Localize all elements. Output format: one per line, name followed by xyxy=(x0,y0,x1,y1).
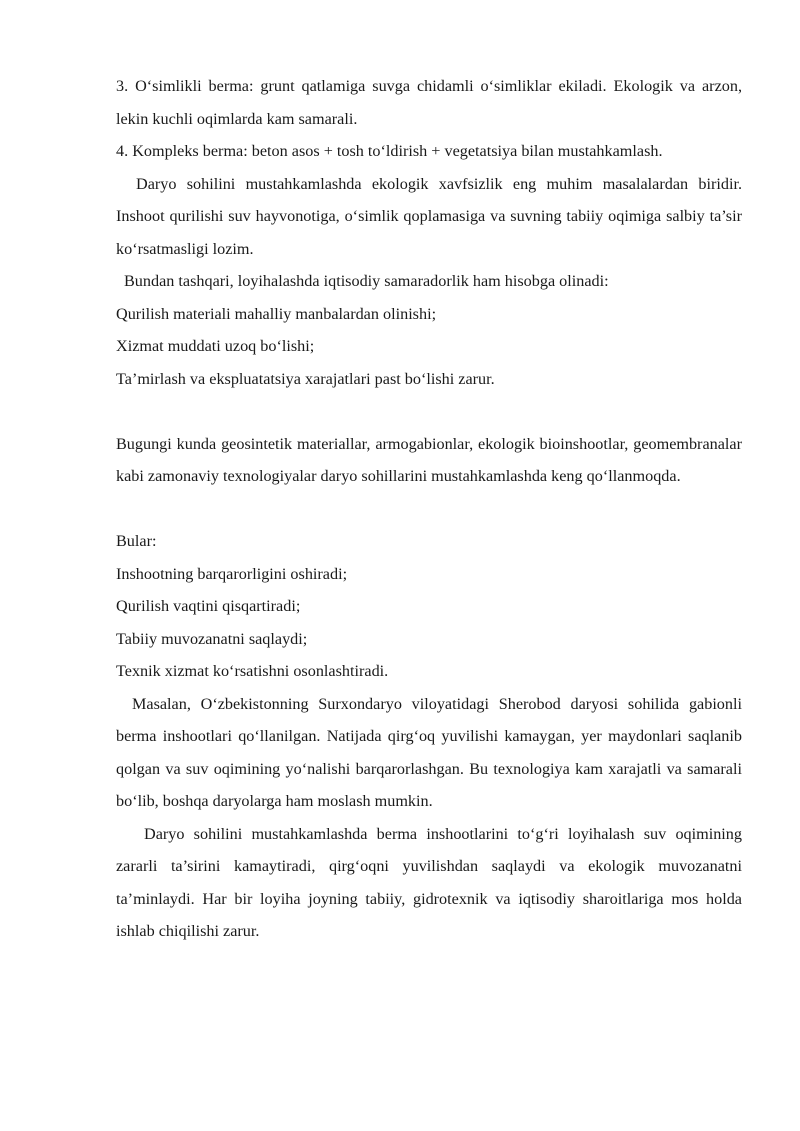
paragraph-complex-berm: 4. Kompleks berma: beton asos + tosh to‘ldirish + vegetatsiya bilan mustahkamlash. xyxy=(116,142,663,160)
blank-line xyxy=(116,395,742,428)
paragraph-sherobod-example: Masalan, O‘zbekistonning Surxondaryo viloyatidagi Sherobod daryosi sohilida gabionli berma inshootlari qo‘llanilgan. Natijada qirg‘oq yuvilishi kamaygan, yer maydonlari saqlanib qolgan va suv oqimining yo‘nalishi barqarorlashgan. Bu texnologiya kam xarajatli va samarali bo‘lib, boshqa daryolarga ham moslash mumkin. xyxy=(116,694,742,810)
list-heading-benefits: Bular: xyxy=(116,532,157,550)
paragraph-vegetated-berm: 3. O‘simlikli berma: grunt qatlamiga suvga chidamli o‘simliklar ekiladi. Ekologik va arzon, lekin kuchli oqimlarda kam samarali. xyxy=(116,77,742,128)
list-item-construction-time: Qurilish vaqtini qisqartiradi; xyxy=(116,597,301,615)
list-item-maintenance: Texnik xizmat ko‘rsatishni osonlashtiradi. xyxy=(116,662,389,680)
paragraph-economic-efficiency: Bundan tashqari, loyihalashda iqtisodiy samaradorlik ham hisobga olinadi: xyxy=(124,272,609,290)
paragraph-ecological-safety: Daryo sohilini mustahkamlashda ekologik xavfsizlik eng muhim masalalardan biridir. Inshoot qurilishi suv hayvonotiga, o‘simlik qoplamasiga va suvning tabiiy oqimiga salbiy ta’sir ko‘rsatmasligi lozim. xyxy=(116,174,742,258)
list-item-natural-balance: Tabiiy muvozanatni saqlaydi; xyxy=(116,629,308,648)
list-item-stability: Inshootning barqarorligini oshiradi; xyxy=(116,564,348,583)
paragraph-conclusion: Daryo sohilini mustahkamlashda berma inshootlarini to‘g‘ri loyihalash suv oqimining zararli ta’sirini kamaytiradi, qirg‘oqni yuvilishdan saqlaydi va ekologik muvozanatni ta’minlaydi. Har bir loyiha joyning tabiiy, gidrotexnik va iqtisodiy sharoitlariga mos holda ishlab chiqilishi zarur. xyxy=(116,824,742,940)
document-page xyxy=(116,70,742,948)
list-item-long-service: Xizmat muddati uzoq bo‘lishi; xyxy=(116,337,315,355)
paragraph-modern-technologies: Bugungi kunda geosintetik materiallar, armogabionlar, ekologik bioinshootlar, geomembranalar kabi zamonaviy texnologiyalar daryo sohillarini mustahkamlashda keng qo‘llanmoqda. xyxy=(116,434,742,485)
blank-line xyxy=(116,493,742,526)
list-item-local-materials: Qurilish materiali mahalliy manbalardan olinishi; xyxy=(116,304,437,323)
list-item-low-costs: Ta’mirlash va ekspluatatsiya xarajatlari past bo‘lishi zarur. xyxy=(116,369,495,388)
